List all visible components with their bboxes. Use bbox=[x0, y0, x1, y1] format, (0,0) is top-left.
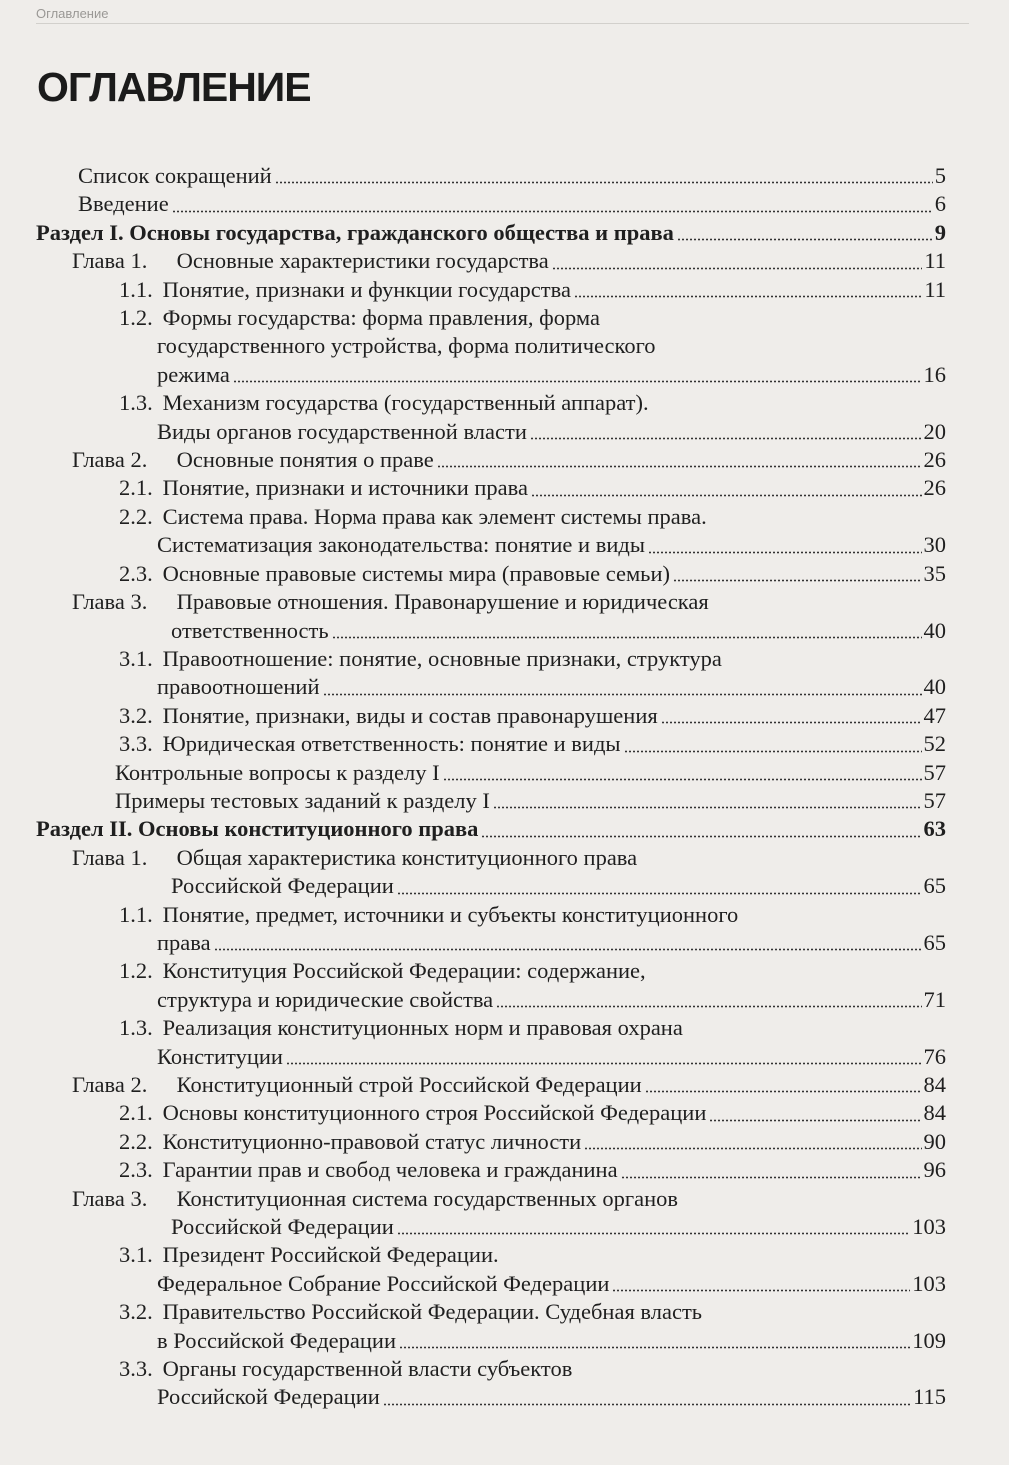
toc-entry-label: Юридическая ответственность: понятие и виды bbox=[162, 731, 621, 757]
toc-entry-title bbox=[78, 190, 169, 218]
toc-entry bbox=[36, 361, 946, 389]
toc-entry bbox=[36, 1298, 946, 1326]
toc-entry-label: структура и юридические свойства bbox=[157, 986, 494, 1012]
toc-entry-label: Основы конституционного строя Российской Федерации bbox=[162, 1100, 707, 1126]
toc-entry bbox=[36, 759, 946, 787]
dot-leader bbox=[397, 1232, 910, 1235]
toc-entry-title bbox=[72, 588, 709, 616]
toc-entry-title bbox=[119, 1099, 706, 1127]
toc-entry-number: 1.3. bbox=[119, 390, 153, 416]
toc-entry-label: Конституционная система государственных органов bbox=[176, 1185, 679, 1211]
toc-page-number: 9 bbox=[934, 219, 946, 245]
dot-leader bbox=[645, 1090, 922, 1093]
toc-page-number: 47 bbox=[923, 702, 946, 728]
toc-entry-label: Формы государства: форма правления, форма bbox=[162, 305, 600, 331]
toc-entry-label: Понятие, предмет, источники и субъекты конституционного bbox=[162, 901, 739, 927]
toc-entry-label: Российской Федерации bbox=[171, 873, 394, 899]
toc-entry bbox=[36, 1270, 946, 1298]
toc-entry-title bbox=[72, 617, 329, 645]
toc-entry-label: Общая характеристика конституционного права bbox=[176, 844, 638, 870]
toc-entry-title bbox=[72, 1185, 678, 1213]
toc-entry bbox=[36, 1327, 946, 1355]
toc-page-number: 115 bbox=[913, 1384, 946, 1410]
toc-entry-number: 3.2. bbox=[119, 702, 153, 728]
toc-entry-title bbox=[119, 1241, 499, 1269]
toc-entry-number: 2.1. bbox=[119, 1100, 153, 1126]
toc-entry-title bbox=[72, 247, 549, 275]
dot-leader bbox=[481, 835, 921, 838]
toc-entry bbox=[36, 162, 946, 190]
toc-entry bbox=[36, 531, 946, 559]
toc-entry bbox=[36, 332, 946, 360]
toc-entry-title bbox=[119, 332, 656, 360]
toc-entry bbox=[36, 276, 946, 304]
dot-leader bbox=[397, 892, 922, 895]
dot-leader bbox=[323, 693, 922, 696]
toc-page-number: 11 bbox=[924, 248, 946, 274]
toc-entry-title bbox=[119, 1298, 702, 1326]
toc-entry-label: Гарантии прав и свобод человека и гражданина bbox=[162, 1157, 618, 1183]
dot-leader bbox=[496, 1005, 921, 1008]
toc-entry-label: Основные характеристики государства bbox=[176, 248, 549, 274]
toc-entry-title bbox=[119, 1327, 396, 1355]
dot-leader bbox=[531, 494, 922, 497]
toc-entry bbox=[36, 418, 946, 446]
toc-entry bbox=[36, 673, 946, 701]
toc-entry-label: Конституционно-правовой статус личности bbox=[162, 1128, 582, 1154]
toc-entry-number: Глава 1. bbox=[72, 844, 148, 870]
toc-entry-label: Примеры тестовых заданий к разделу I bbox=[115, 787, 490, 813]
toc-entry-title bbox=[119, 531, 645, 559]
toc-entry-number: 3.3. bbox=[119, 1356, 153, 1382]
toc-page-number: 90 bbox=[923, 1128, 946, 1154]
toc-page-number: 84 bbox=[923, 1100, 946, 1126]
toc-entry-label: Конституции bbox=[157, 1043, 283, 1069]
toc-entry-label: Понятие, признаки и источники права bbox=[162, 475, 528, 501]
toc-page-number: 20 bbox=[923, 418, 946, 444]
toc-entry bbox=[36, 1241, 946, 1269]
toc-entry-title bbox=[119, 1014, 683, 1042]
toc-page-number: 11 bbox=[924, 276, 946, 302]
toc-entry-title bbox=[119, 1383, 380, 1411]
toc-entry-label: права bbox=[157, 929, 211, 955]
toc-entry-label: Понятие, признаки, виды и состав правонарушения bbox=[162, 702, 658, 728]
dot-leader bbox=[399, 1346, 910, 1349]
toc-entry-title bbox=[119, 1270, 609, 1298]
toc-entry-title bbox=[119, 474, 528, 502]
toc-entry-label: Российской Федерации bbox=[157, 1384, 380, 1410]
toc-entry-title bbox=[72, 446, 434, 474]
toc-entry-label: Федеральное Собрание Российской Федерации bbox=[157, 1270, 610, 1296]
toc-entry-label: Основные понятия о праве bbox=[176, 447, 434, 473]
toc-chapter-entry bbox=[36, 617, 946, 645]
toc-chapter-entry bbox=[36, 1213, 946, 1241]
toc-chapter-entry bbox=[36, 1071, 946, 1099]
running-head: Оглавление bbox=[36, 6, 969, 24]
toc-entry-title bbox=[72, 1213, 394, 1241]
toc-entry-title bbox=[119, 957, 646, 985]
toc-entry bbox=[36, 1355, 946, 1383]
dot-leader bbox=[673, 579, 922, 582]
toc-entry-label: Раздел I. Основы государства, гражданского общества и права bbox=[36, 219, 674, 245]
toc-entry-label: Конституционный строй Российской Федерации bbox=[176, 1072, 642, 1097]
dot-leader bbox=[437, 465, 922, 468]
toc-entry-title bbox=[119, 1128, 581, 1156]
toc-chapter-entry bbox=[36, 872, 946, 900]
toc-page-number: 40 bbox=[923, 617, 946, 643]
toc-entry-title bbox=[119, 1355, 572, 1383]
toc-page-number: 96 bbox=[923, 1157, 946, 1183]
toc-page-number: 103 bbox=[912, 1270, 946, 1296]
toc-entry-title bbox=[36, 219, 674, 247]
toc-page-number: 6 bbox=[934, 191, 946, 217]
toc-entry-title bbox=[115, 759, 440, 787]
page-title: ОГЛАВЛЕНИЕ bbox=[37, 64, 311, 110]
toc-page-number: 103 bbox=[912, 1214, 946, 1240]
dot-leader bbox=[383, 1403, 911, 1406]
toc-entry bbox=[36, 702, 946, 730]
toc-entry-title bbox=[72, 872, 394, 900]
toc-entry bbox=[36, 560, 946, 588]
toc-page-number: 63 bbox=[923, 816, 946, 842]
toc-page-number: 57 bbox=[923, 787, 946, 813]
toc-entry-label: Контрольные вопросы к разделу I bbox=[115, 759, 440, 785]
toc-entry-title bbox=[119, 986, 493, 1014]
toc-entry-title bbox=[119, 304, 600, 332]
toc-entry bbox=[36, 1014, 946, 1042]
toc-entry-title bbox=[119, 1043, 283, 1071]
toc-entry-number: Глава 3. bbox=[72, 1185, 148, 1211]
toc-entry bbox=[36, 986, 946, 1014]
toc-entry-title bbox=[119, 702, 658, 730]
toc-entry-label: правоотношений bbox=[157, 674, 320, 700]
toc-entry-number: Глава 2. bbox=[72, 447, 148, 473]
toc-entry bbox=[36, 1099, 946, 1127]
toc-entry bbox=[36, 645, 946, 673]
dot-leader bbox=[648, 551, 922, 554]
toc-entry bbox=[36, 787, 946, 815]
toc-entry-label: Список сокращений bbox=[78, 163, 272, 188]
toc-entry-number: 3.1. bbox=[119, 645, 153, 671]
dot-leader bbox=[624, 750, 922, 753]
toc-entry bbox=[36, 304, 946, 332]
dot-leader bbox=[612, 1289, 910, 1292]
toc-entry-label: Президент Российской Федерации. bbox=[162, 1242, 499, 1268]
toc-entry-label: Правительство Российской Федерации. Судебная власть bbox=[162, 1299, 703, 1325]
toc-entry-number: 1.1. bbox=[119, 276, 153, 302]
toc-entry-title bbox=[72, 1071, 642, 1099]
toc-page-number: 52 bbox=[923, 731, 946, 757]
toc-page-number: 26 bbox=[923, 475, 946, 501]
dot-leader bbox=[709, 1119, 921, 1122]
toc-entry-title bbox=[36, 815, 478, 843]
toc-entry-title bbox=[119, 503, 707, 531]
toc-entry-label: Правоотношение: понятие, основные признаки, структура bbox=[162, 645, 722, 671]
toc-entry-number: 1.1. bbox=[119, 901, 153, 927]
toc-entry bbox=[36, 1156, 946, 1184]
toc-entry-label: Систематизация законодательства: понятие и виды bbox=[157, 532, 645, 558]
toc-entry-number: 2.3. bbox=[119, 1157, 153, 1183]
toc-chapter-entry bbox=[36, 446, 946, 474]
toc-page-number: 35 bbox=[923, 560, 946, 586]
toc-entry bbox=[36, 901, 946, 929]
table-of-contents bbox=[36, 162, 946, 1412]
toc-page-number: 57 bbox=[923, 759, 946, 785]
toc-entry-label: государственного устройства, форма политического bbox=[157, 333, 656, 359]
toc-entry-title bbox=[119, 389, 649, 417]
toc-entry bbox=[36, 1043, 946, 1071]
toc-chapter-entry bbox=[36, 588, 946, 616]
toc-page-number: 16 bbox=[923, 361, 946, 387]
toc-entry-number: 2.2. bbox=[119, 1128, 153, 1154]
toc-entry-number: 3.3. bbox=[119, 731, 153, 757]
toc-entry-number: 3.2. bbox=[119, 1299, 153, 1325]
dot-leader bbox=[677, 238, 933, 241]
toc-chapter-entry bbox=[36, 1185, 946, 1213]
toc-page-number: 65 bbox=[923, 929, 946, 955]
toc-entry-label: режима bbox=[157, 361, 230, 387]
toc-entry bbox=[36, 389, 946, 417]
toc-entry-label: Механизм государства (государственный аппарат). bbox=[162, 390, 649, 416]
toc-page-number: 40 bbox=[923, 674, 946, 700]
toc-entry-number: 2.2. bbox=[119, 503, 153, 529]
toc-entry-title bbox=[119, 673, 320, 701]
toc-entry-number: Глава 2. bbox=[72, 1072, 148, 1097]
toc-entry-title bbox=[119, 901, 738, 929]
toc-page-number: 76 bbox=[923, 1043, 946, 1069]
toc-page-number: 84 bbox=[923, 1072, 946, 1097]
toc-page-number: 26 bbox=[923, 447, 946, 473]
dot-leader bbox=[574, 295, 922, 298]
toc-entry bbox=[36, 190, 946, 218]
toc-entry-title bbox=[72, 844, 637, 872]
toc-entry bbox=[36, 1128, 946, 1156]
toc-entry bbox=[36, 929, 946, 957]
dot-leader bbox=[443, 778, 922, 781]
toc-entry-number: Глава 1. bbox=[72, 248, 148, 274]
dot-leader bbox=[530, 437, 922, 440]
dot-leader bbox=[286, 1062, 922, 1065]
toc-entry bbox=[36, 957, 946, 985]
toc-entry-number: 1.2. bbox=[119, 958, 153, 984]
toc-entry-number: 1.3. bbox=[119, 1015, 153, 1041]
toc-entry-label: Введение bbox=[78, 191, 169, 217]
toc-section-entry bbox=[36, 219, 946, 247]
toc-entry-number: 1.2. bbox=[119, 305, 153, 331]
toc-entry-title bbox=[119, 276, 571, 304]
dot-leader bbox=[493, 806, 922, 809]
toc-entry-number: 2.1. bbox=[119, 475, 153, 501]
toc-entry-label: Система права. Норма права как элемент системы права. bbox=[162, 503, 707, 529]
toc-entry-label: Реализация конституционных норм и правовая охрана bbox=[162, 1015, 683, 1041]
toc-page-number: 30 bbox=[923, 532, 946, 558]
toc-entry-title bbox=[119, 645, 722, 673]
toc-page-number: 5 bbox=[934, 163, 946, 188]
toc-entry-number: 2.3. bbox=[119, 560, 153, 586]
toc-entry-label: Правовые отношения. Правонарушение и юридическая bbox=[176, 589, 709, 615]
toc-chapter-entry bbox=[36, 844, 946, 872]
toc-entry-label: Органы государственной власти субъектов bbox=[162, 1356, 573, 1382]
toc-entry-label: Понятие, признаки и функции государства bbox=[162, 276, 571, 302]
dot-leader bbox=[275, 181, 933, 184]
toc-entry-title bbox=[119, 560, 670, 588]
toc-entry-label: Раздел II. Основы конституционного права bbox=[36, 816, 479, 842]
toc-entry-title bbox=[119, 1156, 618, 1184]
toc-entry-title bbox=[119, 418, 527, 446]
toc-section-entry bbox=[36, 815, 946, 843]
dot-leader bbox=[552, 267, 923, 270]
toc-page-number: 71 bbox=[923, 986, 946, 1012]
toc-entry-label: Виды органов государственной власти bbox=[157, 418, 527, 444]
dot-leader bbox=[661, 721, 922, 724]
toc-entry-title bbox=[119, 361, 230, 389]
toc-entry-title bbox=[115, 787, 490, 815]
toc-entry bbox=[36, 730, 946, 758]
toc-entry bbox=[36, 474, 946, 502]
toc-entry-label: Основные правовые системы мира (правовые семьи) bbox=[162, 560, 670, 586]
toc-page-number: 109 bbox=[912, 1327, 946, 1353]
toc-entry-label: Конституция Российской Федерации: содержание, bbox=[162, 958, 646, 984]
toc-entry-number: Глава 3. bbox=[72, 589, 148, 615]
toc-entry bbox=[36, 503, 946, 531]
toc-entry-title bbox=[119, 929, 211, 957]
toc-entry-label: в Российской Федерации bbox=[157, 1327, 397, 1353]
toc-chapter-entry bbox=[36, 247, 946, 275]
toc-entry-title bbox=[119, 730, 621, 758]
dot-leader bbox=[584, 1147, 921, 1150]
toc-entry-label: Российской Федерации bbox=[171, 1214, 394, 1240]
toc-entry bbox=[36, 1383, 946, 1411]
dot-leader bbox=[214, 948, 922, 951]
toc-entry-number: 3.1. bbox=[119, 1242, 153, 1268]
toc-page-number: 65 bbox=[923, 873, 946, 899]
toc-entry-label: ответственность bbox=[171, 617, 329, 643]
dot-leader bbox=[233, 380, 922, 383]
dot-leader bbox=[332, 636, 922, 639]
dot-leader bbox=[621, 1176, 922, 1179]
dot-leader bbox=[172, 210, 933, 213]
toc-entry-title bbox=[78, 162, 272, 190]
